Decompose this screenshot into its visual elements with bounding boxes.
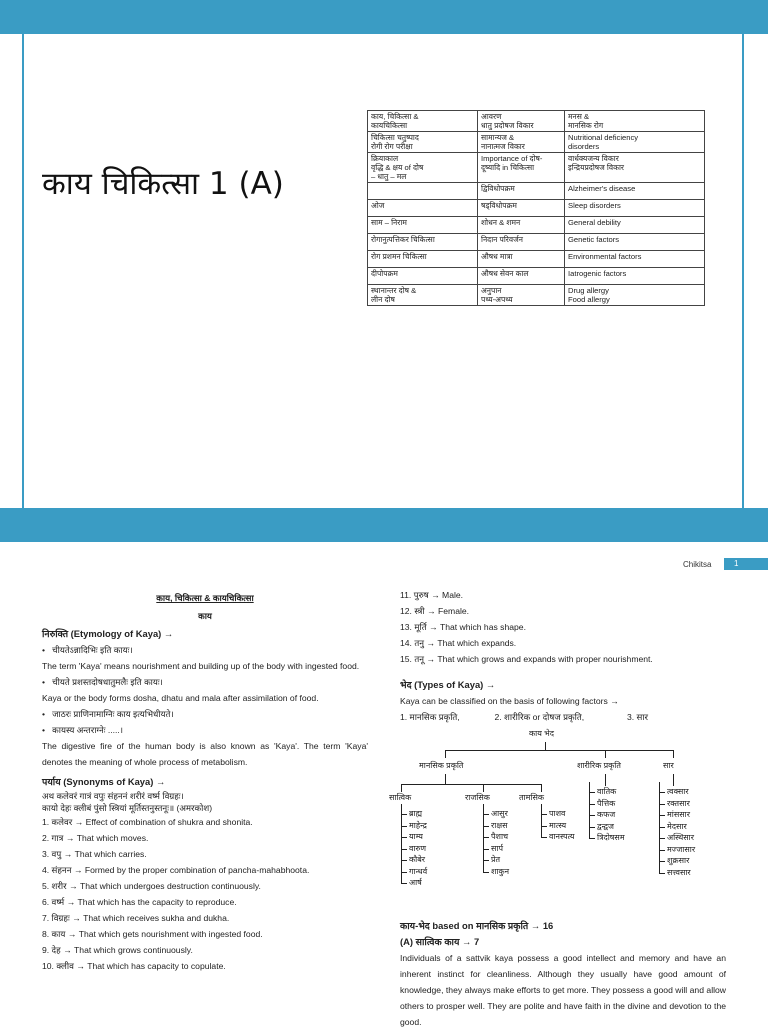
factor: 2. शारीरिक or दोषज प्रकृति,	[494, 712, 585, 722]
contents-cell: Environmental factors	[565, 251, 705, 268]
contents-row	[368, 153, 705, 183]
contents-cell: Importance of दोष- दूष्यादि in चिकित्सा	[478, 153, 565, 183]
tree-leaf: पैत्तिक	[597, 798, 616, 808]
paryaya-heading: पर्याय (Synonyms of Kaya) →	[42, 776, 166, 787]
tree-leaf: कौबेर	[409, 855, 426, 864]
list-item: 5. शरीर → That which undergoes destruction continuously.	[42, 881, 261, 891]
tree-line	[445, 750, 673, 751]
contents-cell: रोग प्रशमन चिकित्सा	[368, 251, 478, 268]
contents-cell	[368, 183, 478, 200]
factor: 3. सार	[626, 712, 649, 722]
contents-cell: अनुपान पथ्य-अपथ्य	[478, 285, 565, 306]
contents-cell: दीपोपक्रम	[368, 268, 478, 285]
tree-line	[401, 784, 541, 785]
tree-leaf: रक्तसार	[667, 798, 690, 808]
contents-row	[368, 183, 705, 200]
synonym-list	[42, 814, 368, 974]
tree-leaf: मात्स्य	[549, 820, 567, 830]
tree-group-label: राजसिक	[465, 793, 490, 802]
page-heading: काय, चिकित्सा & कायचिकित्सा	[156, 593, 254, 603]
tree-leaf: वातिक	[597, 787, 617, 796]
contents-cell: क्रियाकाल वृद्धि & क्षय of दोष – धातु – मल	[368, 153, 478, 183]
shloka-line: कायो देहः क्लीबं पुंसो स्त्रियां मूर्तिस्तनुस्तनूः॥ (अमरकोश)	[42, 803, 213, 813]
tree-line	[445, 750, 446, 758]
contents-cell: साम – निराम	[368, 217, 478, 234]
contents-cell: द्विविधोपक्रम	[478, 183, 565, 200]
contents-cell: रोगानुत्पत्तिकर चिकित्सा	[368, 234, 478, 251]
contents-cell: चिकित्सा चतुष्पाद रोगी रोग परीक्षा	[368, 132, 478, 153]
contents-cell: सामान्यज & नानात्मज विकार	[478, 132, 565, 153]
shloka-line: अथ कलेवरं गात्रं वपुः संहननं शरीरं वर्ष्म विग्रहः।	[42, 791, 184, 801]
tree-line	[401, 883, 407, 884]
contents-row	[368, 234, 705, 251]
bullet-text: चीयतेऽन्नादिभिः इति कायः।	[52, 645, 133, 655]
tree-line	[605, 774, 606, 786]
contents-row	[368, 251, 705, 268]
contents-row	[368, 111, 705, 132]
tree-leaf: त्रिदोषसम	[597, 833, 625, 842]
right-column-bottom	[400, 918, 726, 1030]
tree-branch: शारीरिक प्रकृति	[577, 761, 621, 770]
tree-line	[659, 782, 660, 873]
satvik-heading: (A) सात्विक काय → 7	[400, 936, 480, 947]
tree-line	[605, 750, 606, 758]
tree-line	[541, 784, 542, 792]
tree-root: काय भेद	[529, 729, 554, 738]
contents-cell: Genetic factors	[565, 234, 705, 251]
tree-line	[673, 774, 674, 786]
tree-leaf: वानस्पत्य	[549, 832, 575, 841]
page-number: 1	[724, 558, 768, 570]
tree-leaf: गान्धर्व	[409, 866, 428, 876]
bheda-factors	[400, 709, 726, 725]
list-item: 9. देह → That which grows continuously.	[42, 945, 193, 955]
satvik-paragraph: Individuals of a sattvik kaya possess a good intellect and memory and have an inherent instinct for cleanliness. Although they usually have good amount of knowledge, they always make efforts to get more. They possess a good will and allow others to prosper well. They are polite and have faith in the divine and devotion to the good.	[400, 953, 726, 1027]
tree-line	[445, 774, 446, 784]
right-column	[400, 587, 726, 725]
tree-leaf: माहेन्द्र	[409, 820, 427, 830]
tree-line	[545, 742, 546, 750]
contents-cell: औषध मात्रा	[478, 251, 565, 268]
tree-leaf: अस्थिसार	[667, 833, 694, 842]
list-item: 13. मूर्ति → That which has shape.	[400, 622, 526, 632]
list-item: 4. संहनन → Formed by the proper combination of pancha-mahabhoota.	[42, 865, 310, 875]
tree-leaf: शुक्रसार	[667, 856, 690, 865]
paragraph: Kaya or the body forms dosha, dhatu and mala after assimilation of food.	[42, 693, 319, 703]
right-rule	[742, 34, 744, 508]
bheda-intro: Kaya can be classified on the basis of following factors →	[400, 696, 619, 706]
synonym-list-continued	[400, 587, 726, 667]
tree-group-label: तामसिक	[519, 793, 545, 802]
bullet: • चीयतेऽन्नादिभिः इति कायः।	[42, 645, 133, 655]
mid-band	[0, 508, 768, 542]
tree-leaf: द्वन्द्वज	[597, 821, 614, 831]
bullet-text: जाठरः प्राणिनामाग्निः काय इत्यभिधीयते।	[52, 709, 174, 719]
contents-table	[367, 110, 705, 306]
tree-leaf: पाशव	[549, 809, 566, 818]
tree-line	[589, 838, 595, 839]
list-item: 10. क्लीव → That which has capacity to copulate.	[42, 961, 226, 971]
contents-cell: Drug allergy Food allergy	[565, 285, 705, 306]
contents-cell: षड्विधोपक्रम	[478, 200, 565, 217]
nirukti-heading: निरुक्ति (Etymology of Kaya) →	[42, 628, 174, 639]
factor: 1. मानसिक प्रकृति,	[400, 712, 460, 722]
list-item: 7. विग्रहः → That which receives sukha and dukha.	[42, 913, 230, 923]
tree-leaf: शाकुन	[491, 866, 510, 876]
contents-cell: वार्धक्यजन्य विकार इन्द्रियप्रदोषज विकार	[565, 153, 705, 183]
contents-row	[368, 217, 705, 234]
slide-title: काय चिकित्सा 1 (A)	[42, 166, 284, 202]
bullet: • जाठरः प्राणिनामाग्निः काय इत्यभिधीयते।	[42, 709, 174, 719]
tree-leaf: आसुर	[491, 809, 508, 818]
contents-cell: काय, चिकित्सा & कायचिकित्सा	[368, 111, 478, 132]
tree-leaf: याम्य	[409, 832, 423, 841]
bullet-text: कायस्य अन्तराग्नेः .....।	[52, 725, 124, 735]
kaya-bheda-line: काय-भेद based on मानसिक प्रकृति → 16	[400, 920, 554, 931]
tree-leaf: राक्षस	[491, 820, 508, 830]
list-item: 11. पुरुष → Male.	[400, 590, 464, 600]
page-subheading: काय	[198, 611, 212, 621]
left-rule	[22, 34, 24, 508]
tree-branch: मानसिक प्रकृति	[419, 761, 464, 770]
tree-line	[401, 804, 402, 883]
tree-leaf: पैशाच	[491, 832, 509, 841]
bullet: • कायस्य अन्तराग्नेः .....।	[42, 725, 124, 735]
tree-line	[483, 784, 484, 792]
tree-line	[541, 804, 542, 837]
contents-cell: शोधन & शमन	[478, 217, 565, 234]
contents-cell: निदान परिवर्जन	[478, 234, 565, 251]
tree-line	[483, 804, 484, 872]
top-band	[0, 0, 768, 34]
contents-row	[368, 268, 705, 285]
contents-cell: Nutritional deficiency disorders	[565, 132, 705, 153]
paragraph: The term 'Kaya' means nourishment and building up of the body with ingested food.	[42, 661, 360, 671]
bullet: • चीयते प्रशस्तदोषधातुमलैः इति कायः।	[42, 677, 163, 687]
tree-leaf: ब्राह्म	[409, 809, 423, 818]
list-item: 12. स्त्री → Female.	[400, 606, 470, 616]
list-item: 8. काय → That which gets nourishment with ingested food.	[42, 929, 263, 939]
tree-line	[589, 782, 590, 838]
tree-branch: सार	[663, 761, 674, 770]
tree-leaf: कफज	[597, 810, 616, 819]
paragraph: The digestive fire of the human body is also known as 'Kaya'. The term 'Kaya' denotes the meaning of whole process of metabolism.	[42, 741, 368, 767]
tree-leaf: मेदसार	[667, 821, 687, 831]
tree-group-label: सात्विक	[389, 793, 412, 802]
tree-leaf: प्रेत	[491, 855, 501, 864]
tree-line	[659, 873, 665, 874]
tree-line	[673, 750, 674, 758]
list-item: 6. वर्ष्म → That which has the capacity to reproduce.	[42, 897, 237, 907]
list-item: 1. कलेवर → Effect of combination of shukra and shonita.	[42, 817, 253, 827]
contents-cell: स्थानान्तर दोष & लीन दोष	[368, 285, 478, 306]
contents-cell: Alzheimer's disease	[565, 183, 705, 200]
list-item: 15. तनू → That which grows and expands with proper nourishment.	[400, 654, 653, 664]
tree-leaf: वारुण	[409, 843, 427, 853]
tree-leaf: त्वक्सार	[667, 787, 689, 796]
bheda-heading: भेद (Types of Kaya) →	[400, 679, 496, 690]
contents-cell: ओज	[368, 200, 478, 217]
contents-cell: Iatrogenic factors	[565, 268, 705, 285]
tree-leaf: मज्जासार	[667, 844, 696, 854]
kaya-bheda-tree	[389, 728, 723, 908]
contents-row	[368, 285, 705, 306]
tree-line	[483, 872, 489, 873]
tree-leaf: सार्प	[491, 843, 504, 853]
tree-leaf: मांससार	[667, 810, 691, 819]
bullet-text: चीयते प्रशस्तदोषधातुमलैः इति कायः।	[52, 677, 163, 687]
contents-cell: General debility	[565, 217, 705, 234]
contents-row	[368, 200, 705, 217]
tree-line	[541, 837, 547, 838]
contents-row	[368, 132, 705, 153]
contents-cell: औषध सेवन काल	[478, 268, 565, 285]
contents-cell: Sleep disorders	[565, 200, 705, 217]
contents-cell: आवरण धातु प्रदोषज विकार	[478, 111, 565, 132]
contents-cell: मनस & मानसिक रोग	[565, 111, 705, 132]
header-label: Chikitsa	[683, 560, 712, 569]
tree-leaf: आर्ष	[409, 878, 422, 887]
tree-leaf: सत्त्वसार	[667, 867, 691, 877]
tree-line	[401, 784, 402, 792]
left-column	[42, 590, 368, 974]
list-item: 3. वपु → That which carries.	[42, 849, 147, 859]
list-item: 14. तनु → That which expands.	[400, 638, 517, 648]
list-item: 2. गात्र → That which moves.	[42, 833, 149, 843]
